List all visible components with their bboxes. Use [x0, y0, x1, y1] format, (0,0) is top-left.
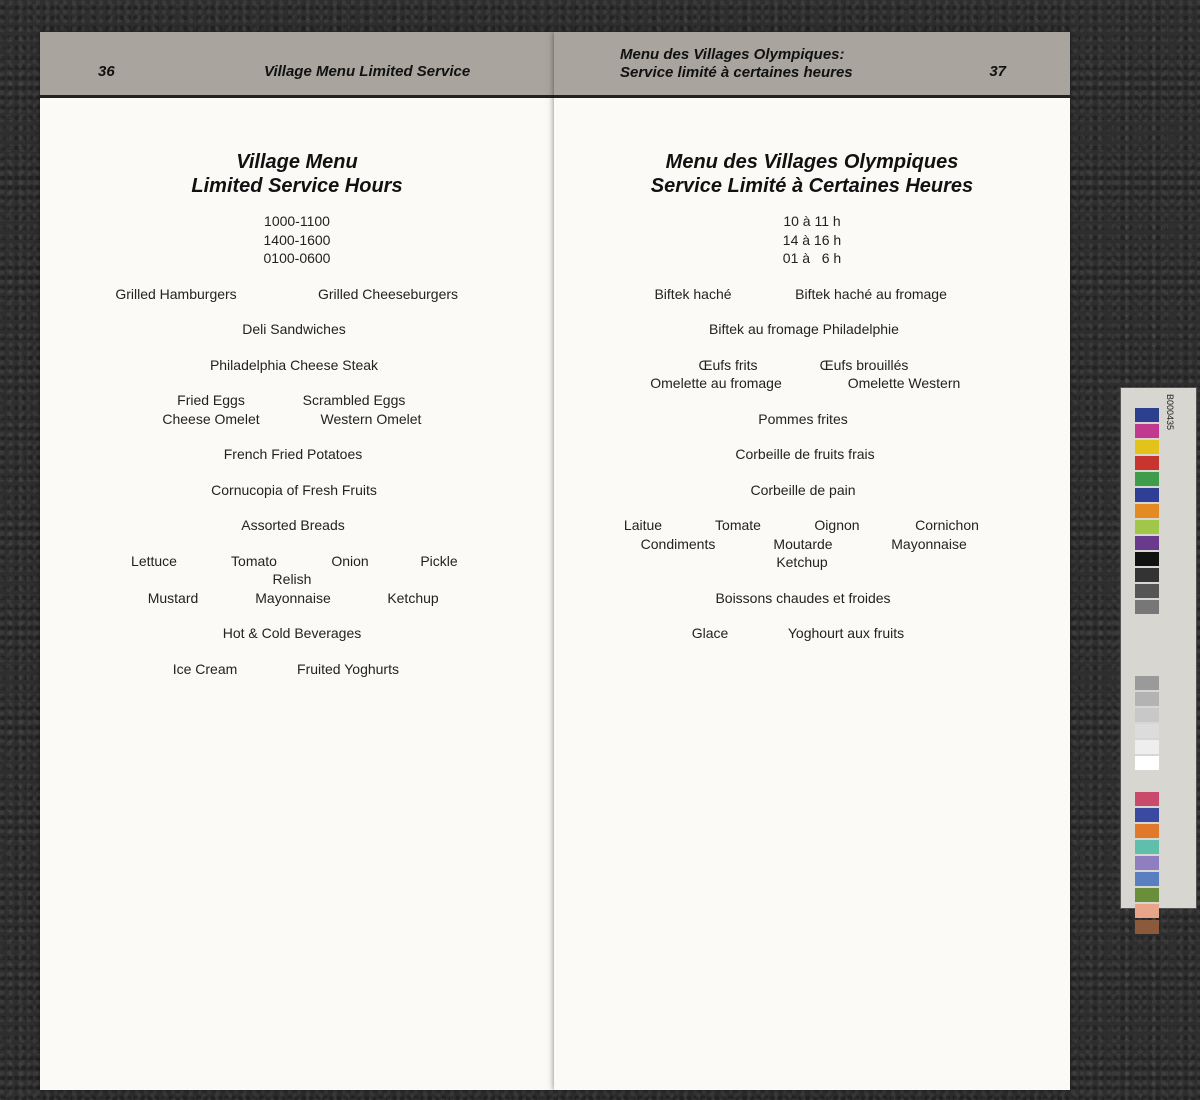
left-page-header	[40, 32, 554, 98]
menu-item: Pickle	[420, 552, 458, 569]
menu-item: Lettuce	[131, 552, 177, 569]
menu-item: Tomato	[231, 552, 277, 569]
menu-item: Boissons chaudes et froides	[715, 589, 891, 606]
menu-row-burgers	[40, 285, 554, 304]
menu-item: Pommes frites	[758, 410, 848, 427]
left-hours-1: 1000-1100	[264, 213, 330, 229]
color-swatch	[1135, 692, 1159, 706]
right-header-title	[620, 46, 853, 82]
color-swatch	[1135, 584, 1159, 598]
color-swatch	[1135, 856, 1159, 870]
left-hours-3: 0100-0600	[263, 250, 331, 266]
right-hours-1: 10 à 11 h	[783, 213, 841, 229]
color-swatch	[1135, 888, 1159, 902]
right-title-line1: Menu des Villages Olympiques	[665, 151, 959, 173]
menu-item: Ketchup	[776, 554, 828, 570]
color-swatch	[1135, 840, 1159, 854]
left-page	[40, 32, 554, 1090]
menu-item: Biftek au fromage Philadelphie	[709, 321, 899, 337]
menu-item: Grilled Cheeseburgers	[317, 285, 459, 302]
right-page	[554, 32, 1070, 1090]
menu-item: Biftek haché	[654, 285, 732, 302]
menu-item: Mustard	[147, 589, 199, 606]
menu-item: Cheese Omelet	[162, 410, 260, 427]
right-page-number: 37	[989, 63, 1006, 80]
color-swatch	[1135, 456, 1159, 470]
right-header-title-line2: Service limité à certaines heures	[620, 64, 853, 81]
color-swatch	[1135, 824, 1159, 838]
menu-item: Onion	[331, 552, 369, 569]
color-swatch	[1135, 424, 1159, 438]
right-page-header	[554, 32, 1070, 98]
menu-item: Assorted Breads	[241, 517, 345, 533]
menu-item: Moutarde	[773, 535, 833, 552]
menu-item: Glace	[691, 625, 729, 641]
menu-item: Œufs brouillés	[819, 356, 909, 373]
menu-item: Philadelphia Cheese Steak	[209, 356, 379, 373]
color-swatch	[1135, 488, 1159, 502]
menu-item: Omelette Western	[847, 375, 961, 391]
left-page-number: 36	[98, 63, 115, 80]
color-swatch	[1135, 552, 1159, 566]
menu-item: Relish	[272, 571, 312, 587]
menu-item: Yoghourt aux fruits	[787, 625, 905, 641]
color-swatch	[1135, 408, 1159, 422]
left-hours	[40, 212, 554, 268]
color-swatch	[1135, 568, 1159, 582]
menu-item: Tomate	[715, 517, 761, 533]
color-swatch	[1135, 520, 1159, 534]
left-title-line2: Limited Service Hours	[191, 175, 403, 197]
menu-item: Fried Eggs	[177, 392, 245, 408]
menu-item: Western Omelet	[320, 410, 422, 427]
right-header-title-line1: Menu des Villages Olympiques:	[620, 46, 845, 63]
color-swatch	[1135, 600, 1159, 614]
color-swatch	[1135, 808, 1159, 822]
right-hours-3: 01 à 6 h	[782, 250, 842, 266]
right-title-line2: Service Limité à Certaines Heures	[650, 175, 974, 197]
menu-item: Ice Cream	[172, 660, 238, 677]
menu-item: Fruited Yoghurts	[297, 660, 399, 677]
color-swatch	[1135, 472, 1159, 486]
left-menu-content	[40, 150, 554, 678]
target-label: B000435	[1165, 394, 1175, 431]
menu-item: Corbeille de fruits frais	[735, 446, 875, 462]
color-swatch	[1135, 440, 1159, 454]
color-swatch	[1135, 756, 1159, 770]
menu-item: Deli Sandwiches	[242, 321, 346, 337]
color-swatch	[1135, 724, 1159, 738]
menu-item: Laitue	[623, 517, 663, 533]
menu-item: French Fried Potatoes	[223, 446, 363, 462]
color-swatch	[1135, 536, 1159, 550]
color-swatch	[1135, 904, 1159, 918]
color-swatch	[1135, 708, 1159, 722]
right-hours	[554, 212, 1070, 268]
menu-item: Cornucopia of Fresh Fruits	[211, 481, 377, 498]
menu-item: Mayonnaise	[891, 535, 967, 552]
menu-item: Mayonnaise	[255, 589, 331, 606]
menu-item: Biftek haché au fromage	[795, 285, 947, 302]
right-hours-2: 14 à 16 h	[782, 231, 842, 248]
color-swatch	[1135, 504, 1159, 518]
left-header-title: Village Menu Limited Service	[264, 63, 471, 80]
color-swatch	[1135, 920, 1159, 934]
left-hours-2: 1400-1600	[263, 231, 331, 248]
menu-item: Ketchup	[387, 589, 439, 606]
color-swatch	[1135, 872, 1159, 886]
menu-item: Hot & Cold Beverages	[222, 625, 362, 641]
color-calibration-target	[1120, 387, 1197, 909]
color-swatch	[1135, 676, 1159, 690]
color-swatch	[1135, 792, 1159, 806]
menu-item: Grilled Hamburgers	[115, 285, 237, 302]
menu-item: Œufs frits	[698, 356, 758, 373]
menu-item: Scrambled Eggs	[302, 392, 406, 408]
right-menu-content	[554, 150, 1070, 643]
menu-item: Condiments	[640, 535, 716, 552]
menu-item: Oignon	[814, 517, 860, 533]
color-swatch	[1135, 740, 1159, 754]
menu-item: Cornichon	[915, 517, 979, 533]
menu-item: Omelette au fromage	[650, 375, 782, 391]
menu-item: Corbeille de pain	[750, 481, 856, 498]
left-title-line1: Village Menu	[236, 151, 358, 173]
